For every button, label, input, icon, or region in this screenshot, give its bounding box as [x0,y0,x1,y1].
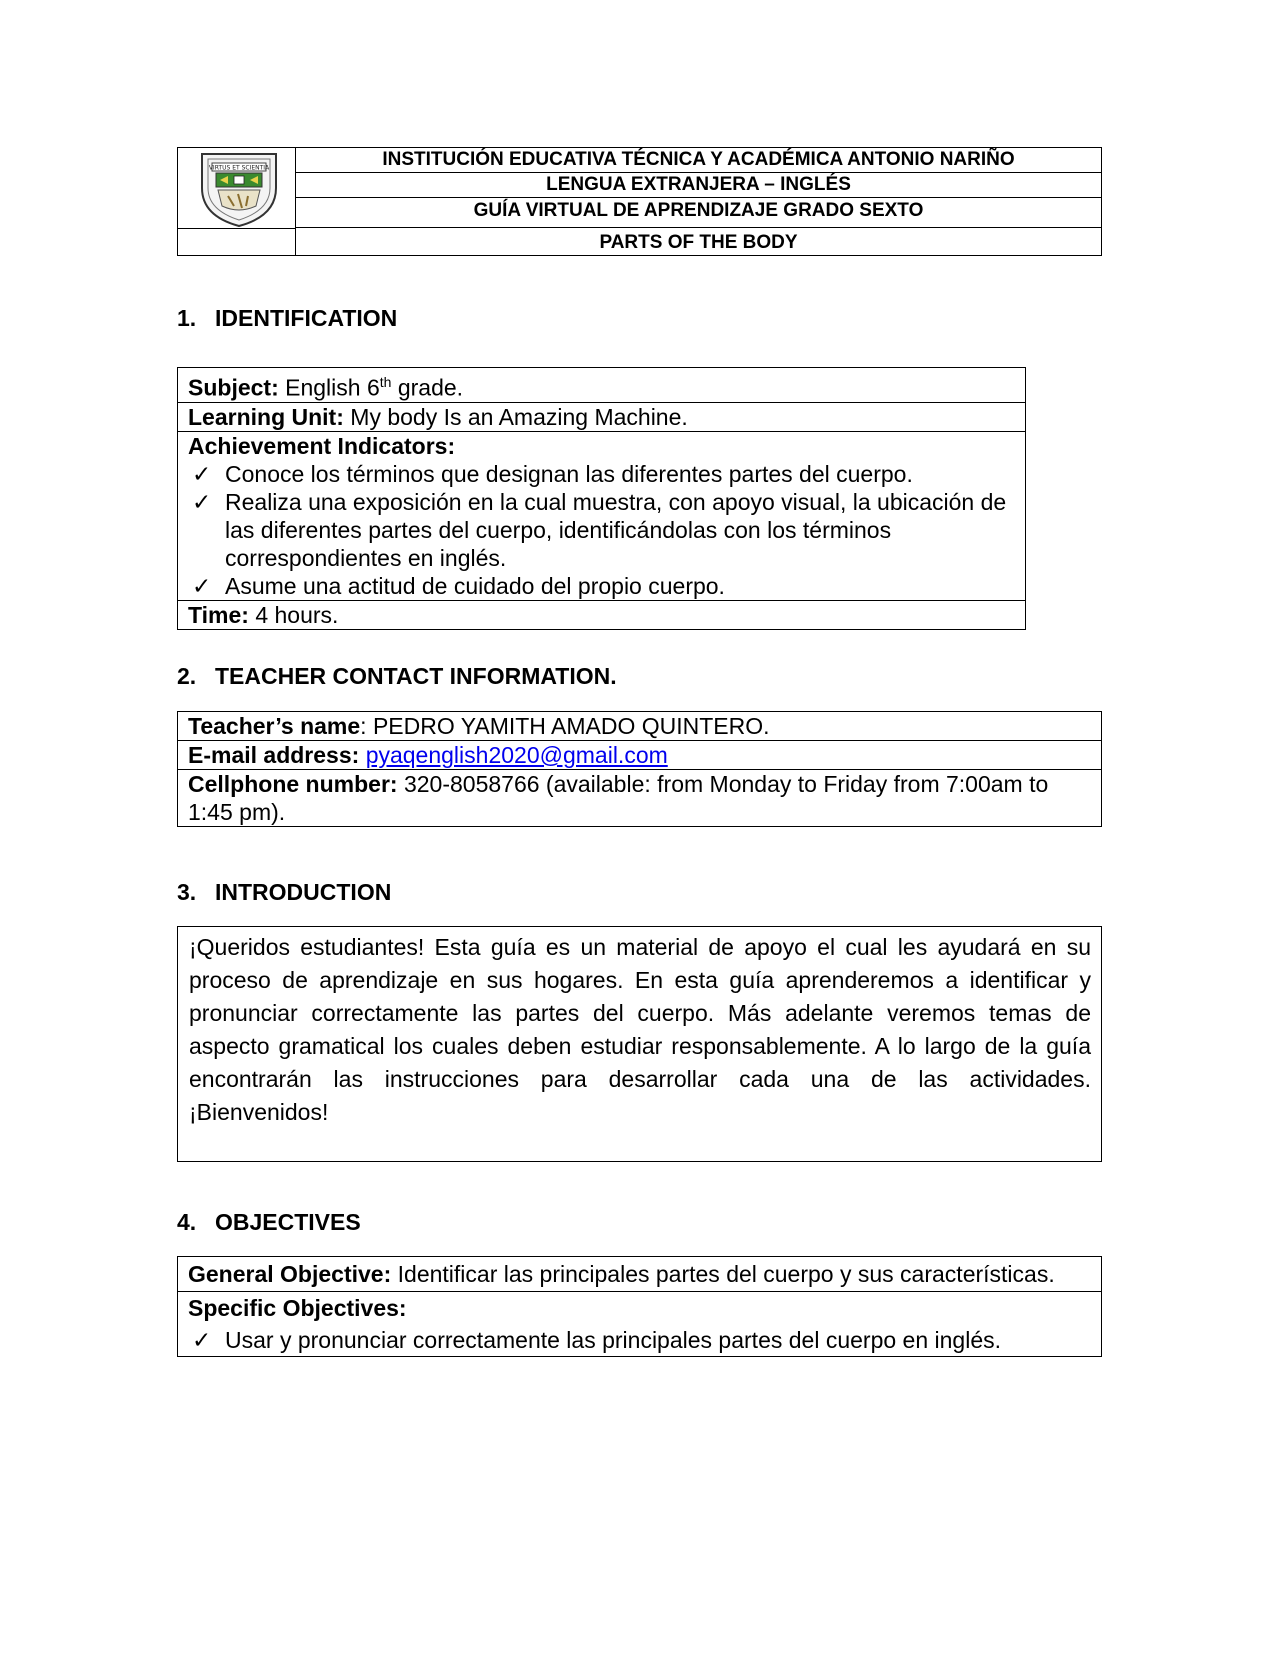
specific-objectives-row: Specific Objectives: ✓ Usar y pronunciar correctamente las principales partes del cuerpo en inglés. [178,1292,1101,1356]
cellphone-row: Cellphone number: 320-8058766 (available: from Monday to Friday from 7:00am to 1:45 pm). [188,771,1049,825]
achievement-indicators-row: Achievement Indicators: ✓ Conoce los términos que designan las diferentes partes del cuerpo. ✓ Realiza una exposición en la cual muestra, con apoyo visual, la ubicación de las diferentes partes del cuerpo, identificándolas con los términos correspondientes en inglés. ✓ Asume una actitud de cuidado del propio cuerpo. [178,432,1025,601]
checkmark-icon: ✓ [192,572,212,599]
teacher-contact-table [177,711,1102,827]
teacher-name-row: Teacher’s name: PEDRO YAMITH AMADO QUINTERO. [178,712,1101,741]
course-subject: LENGUA EXTRANJERA – INGLÉS [296,173,1101,198]
school-crest-icon [198,150,280,233]
checkmark-icon: ✓ [192,1327,212,1353]
checkmark-icon: ✓ [192,488,212,515]
learning-unit-row: Learning Unit: My body Is an Amazing Machine. [178,403,1025,432]
indicator-item: ✓ Asume una actitud de cuidado del propio cuerpo. [192,572,725,599]
section-objectives-heading: 4. OBJECTIVES [177,1209,361,1235]
specific-objective-item: ✓ Usar y pronunciar correctamente las principales partes del cuerpo en inglés. [188,1324,1091,1356]
email-row: E-mail address: pyaqenglish2020@gmail.com [178,741,1101,770]
objectives-table [177,1256,1102,1357]
institution-name: INSTITUCIÓN EDUCATIVA TÉCNICA Y ACADÉMICA ANTONIO NARIÑO [296,148,1101,173]
subject-row: Subject: English 6th grade. [178,368,1025,403]
document-header-table [177,147,1102,256]
checkmark-icon: ✓ [192,460,212,487]
svg-text:VIRTUS ET SCIENTIA: VIRTUS ET SCIENTIA [208,164,270,172]
logo-cell [178,148,296,255]
email-link[interactable]: pyaqenglish2020@gmail.com [365,742,668,768]
guide-title: GUÍA VIRTUAL DE APRENDIZAJE GRADO SEXTO [296,198,1101,228]
indicator-item: ✓ Realiza una exposición en la cual muestra, con apoyo visual, la ubicación de las diferentes partes del cuerpo, identificándolas con los términos correspondientes en inglés. [192,488,1007,571]
introduction-text: ¡Queridos estudiantes! Esta guía es un material de apoyo el cual les ayudará en su proceso de aprendizaje en sus hogares. En esta guía aprenderemos a identificar y pronunciar correctamente las partes del cuerpo. Más adelante veremos temas de aspecto gramatical los cuales deben estudiar responsablemente. A lo largo de la guía encontrarán las instrucciones para desarrollar cada una de las actividades. ¡Bienvenidos! [189,934,1091,1125]
time-row: Time: 4 hours. [188,601,339,628]
section-introduction-heading: 3. INTRODUCTION [177,879,392,905]
section-contact-heading: 2. TEACHER CONTACT INFORMATION. [177,663,617,689]
general-objective-row: General Objective: Identificar las principales partes del cuerpo y sus características. [178,1257,1101,1292]
guide-topic: PARTS OF THE BODY [599,232,798,253]
logo-cell-divider [178,228,295,229]
introduction-box [177,926,1102,1162]
identification-table [177,367,1026,630]
indicator-item: ✓ Conoce los términos que designan las diferentes partes del cuerpo. [192,460,913,487]
section-identification-heading: 1. IDENTIFICATION [177,305,398,331]
